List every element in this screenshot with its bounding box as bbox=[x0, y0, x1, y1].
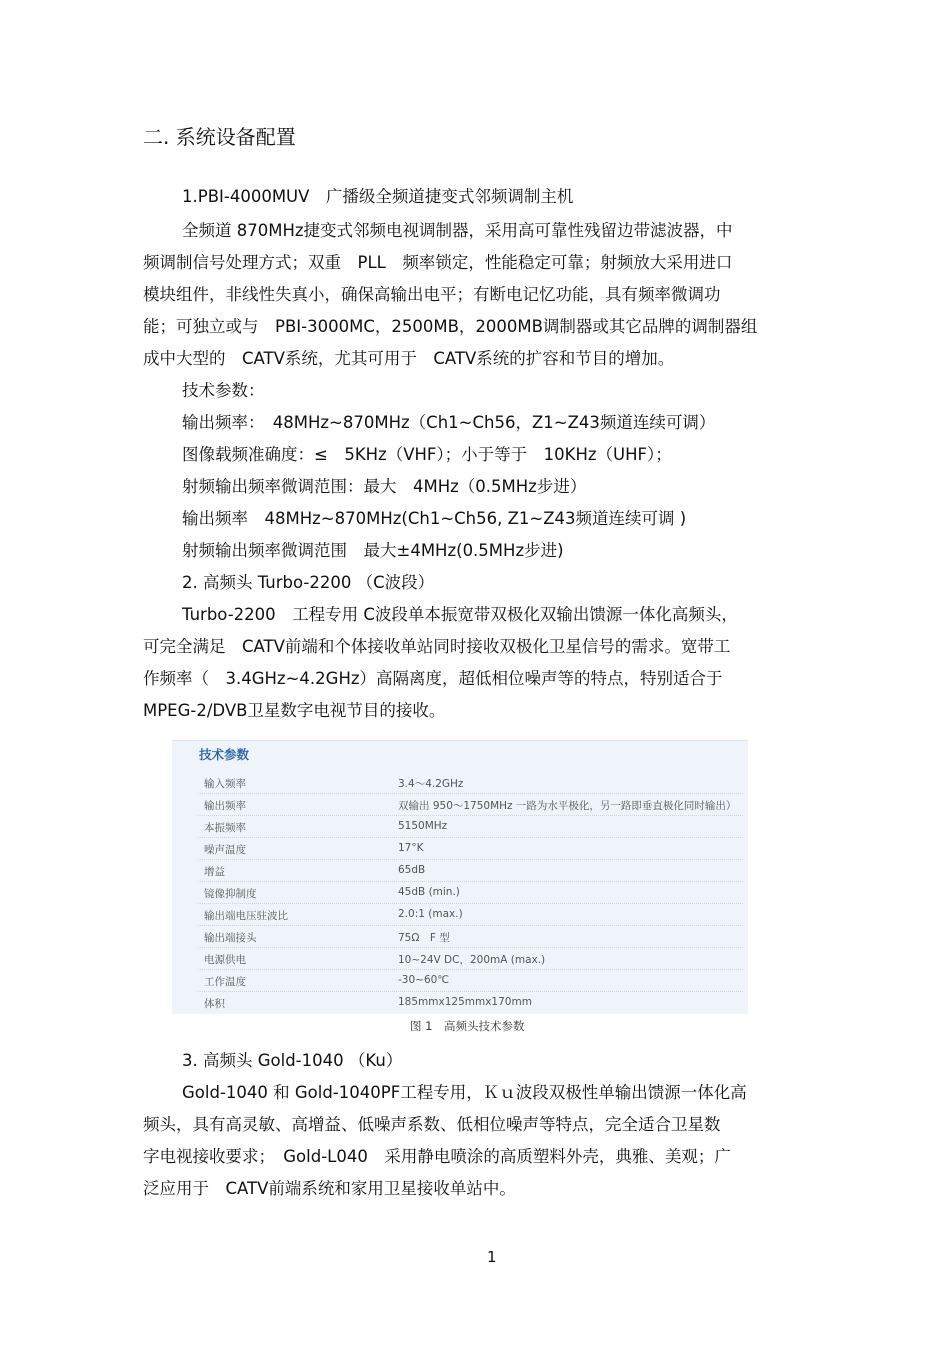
figure-row-value: 17°K bbox=[398, 842, 424, 854]
section3-body-line: 泛应用于 CATV前端系统和家用卫星接收单站中。 bbox=[143, 1179, 516, 1198]
figure-row bbox=[198, 815, 743, 838]
figure-row bbox=[198, 771, 743, 794]
figure-row-value: 10~24V DC，200mA (max.) bbox=[398, 954, 546, 966]
figure-row bbox=[198, 793, 743, 816]
figure-row-key: 输出端接头 bbox=[204, 932, 257, 944]
figure-row-key: 输出端电压驻波比 bbox=[204, 910, 288, 922]
section-heading: 二. 系统设备配置 bbox=[143, 125, 296, 149]
figure-row-value: 75Ω F 型 bbox=[398, 932, 450, 944]
section1-body-line: 能；可独立或与 PBI-3000MC，2500MB，2000MB调制器或其它品牌的调制器组 bbox=[143, 317, 758, 336]
section3-body-line: Gold-1040 和 Gold-1040PF工程专用，Ｋｕ波段双极性单输出馈源一体化高 bbox=[182, 1083, 747, 1102]
figure-row-key: 输出频率 bbox=[204, 800, 246, 812]
section2-body-line: 作频率（ 3.4GHz~4.2GHz）高隔离度，超低相位噪声等的特点，特别适合于 bbox=[143, 669, 723, 688]
section1-body-line: 模块组件，非线性失真小，确保高输出电平；有断电记忆功能，具有频率微调功 bbox=[143, 285, 721, 304]
section3-title: 3. 高频头 Gold-1040 （Ku） bbox=[182, 1051, 403, 1070]
figure-row bbox=[198, 903, 743, 926]
figure-row-value: 双输出 950～1750MHz 一路为水平极化，另一路即垂直极化同时输出） bbox=[398, 800, 737, 812]
figure-row-value: 2.0:1 (max.) bbox=[398, 908, 463, 920]
param-line: 射频输出频率微调范围 最大±4MHz(0.5MHz步进) bbox=[182, 541, 564, 560]
figure-row bbox=[198, 859, 743, 882]
section2-title: 2. 高频头 Turbo-2200 （C波段） bbox=[182, 573, 435, 592]
section1-body-line: 全频道 870MHz捷变式邻频电视调制器，采用高可靠性残留边带滤波器，中 bbox=[182, 221, 733, 240]
figure-row bbox=[198, 837, 743, 860]
figure-row bbox=[198, 925, 743, 948]
tech-params-figure bbox=[172, 740, 748, 1014]
section1-body-line: 频调制信号处理方式；双重 PLL 频率锁定，性能稳定可靠；射频放大采用进口 bbox=[143, 253, 733, 272]
figure-row-key: 输入频率 bbox=[204, 778, 246, 790]
figure-row bbox=[198, 947, 743, 970]
param-line: 输出频率： 48MHz~870MHz（Ch1~Ch56，Z1~Z43频道连续可调） bbox=[182, 413, 716, 432]
figure-row-key: 增益 bbox=[204, 866, 225, 878]
figure-row-key: 镜像抑制度 bbox=[204, 888, 257, 900]
figure-row bbox=[198, 991, 743, 1013]
section2-body-line: 可完全满足 CATV前端和个体接收单站同时接收双极化卫星信号的需求。宽带工 bbox=[143, 637, 731, 656]
figure-row-value: 45dB (min.) bbox=[398, 886, 460, 898]
param-line: 射频输出频率微调范围：最大 4MHz（0.5MHz步进） bbox=[182, 477, 587, 496]
figure-row-key: 工作温度 bbox=[204, 976, 246, 988]
figure-row-key: 体积 bbox=[204, 998, 225, 1010]
figure-row-value: 5150MHz bbox=[398, 820, 448, 832]
params-label: 技术参数： bbox=[182, 381, 265, 400]
figure-row-value: 3.4～4.2GHz bbox=[398, 778, 464, 790]
param-line: 图像载频准确度：≤ 5KHz（VHF）；小于等于 10KHz（UHF）； bbox=[182, 445, 672, 464]
section2-body-line: MPEG-2/DVB卫星数字电视节目的接收。 bbox=[143, 701, 446, 720]
figure-row bbox=[198, 969, 743, 992]
figure-row-value: 185mmx125mmx170mm bbox=[398, 996, 532, 1008]
figure-title: 技术参数 bbox=[199, 747, 250, 762]
figure-row bbox=[198, 881, 743, 904]
figure-row-value: -30~60℃ bbox=[398, 974, 450, 986]
figure-caption: 图 1 高频头技术参数 bbox=[410, 1019, 525, 1033]
section3-body-line: 字电视接收要求； Gold-L040 采用静电喷涂的高质塑料外壳，典雅、美观；广 bbox=[143, 1147, 731, 1166]
section1-title: 1.PBI-4000MUV 广播级全频道捷变式邻频调制主机 bbox=[182, 187, 574, 206]
figure-row-key: 噪声温度 bbox=[204, 844, 246, 856]
figure-row-key: 电源供电 bbox=[204, 954, 246, 966]
figure-row-value: 65dB bbox=[398, 864, 426, 876]
param-line: 输出频率 48MHz~870MHz(Ch1~Ch56, Z1~Z43频道连续可调 ) bbox=[182, 509, 687, 528]
section2-body-line: Turbo-2200 工程专用 C波段单本振宽带双极化双输出馈源一体化高频头， bbox=[182, 605, 738, 624]
page-number: 1 bbox=[487, 1248, 497, 1266]
section1-body-line: 成中大型的 CATV系统，尤其可用于 CATV系统的扩容和节目的增加。 bbox=[143, 349, 675, 368]
section3-body-line: 频头，具有高灵敏、高增益、低噪声系数、低相位噪声等特点，完全适合卫星数 bbox=[143, 1115, 721, 1134]
figure-row-key: 本振频率 bbox=[204, 822, 246, 834]
